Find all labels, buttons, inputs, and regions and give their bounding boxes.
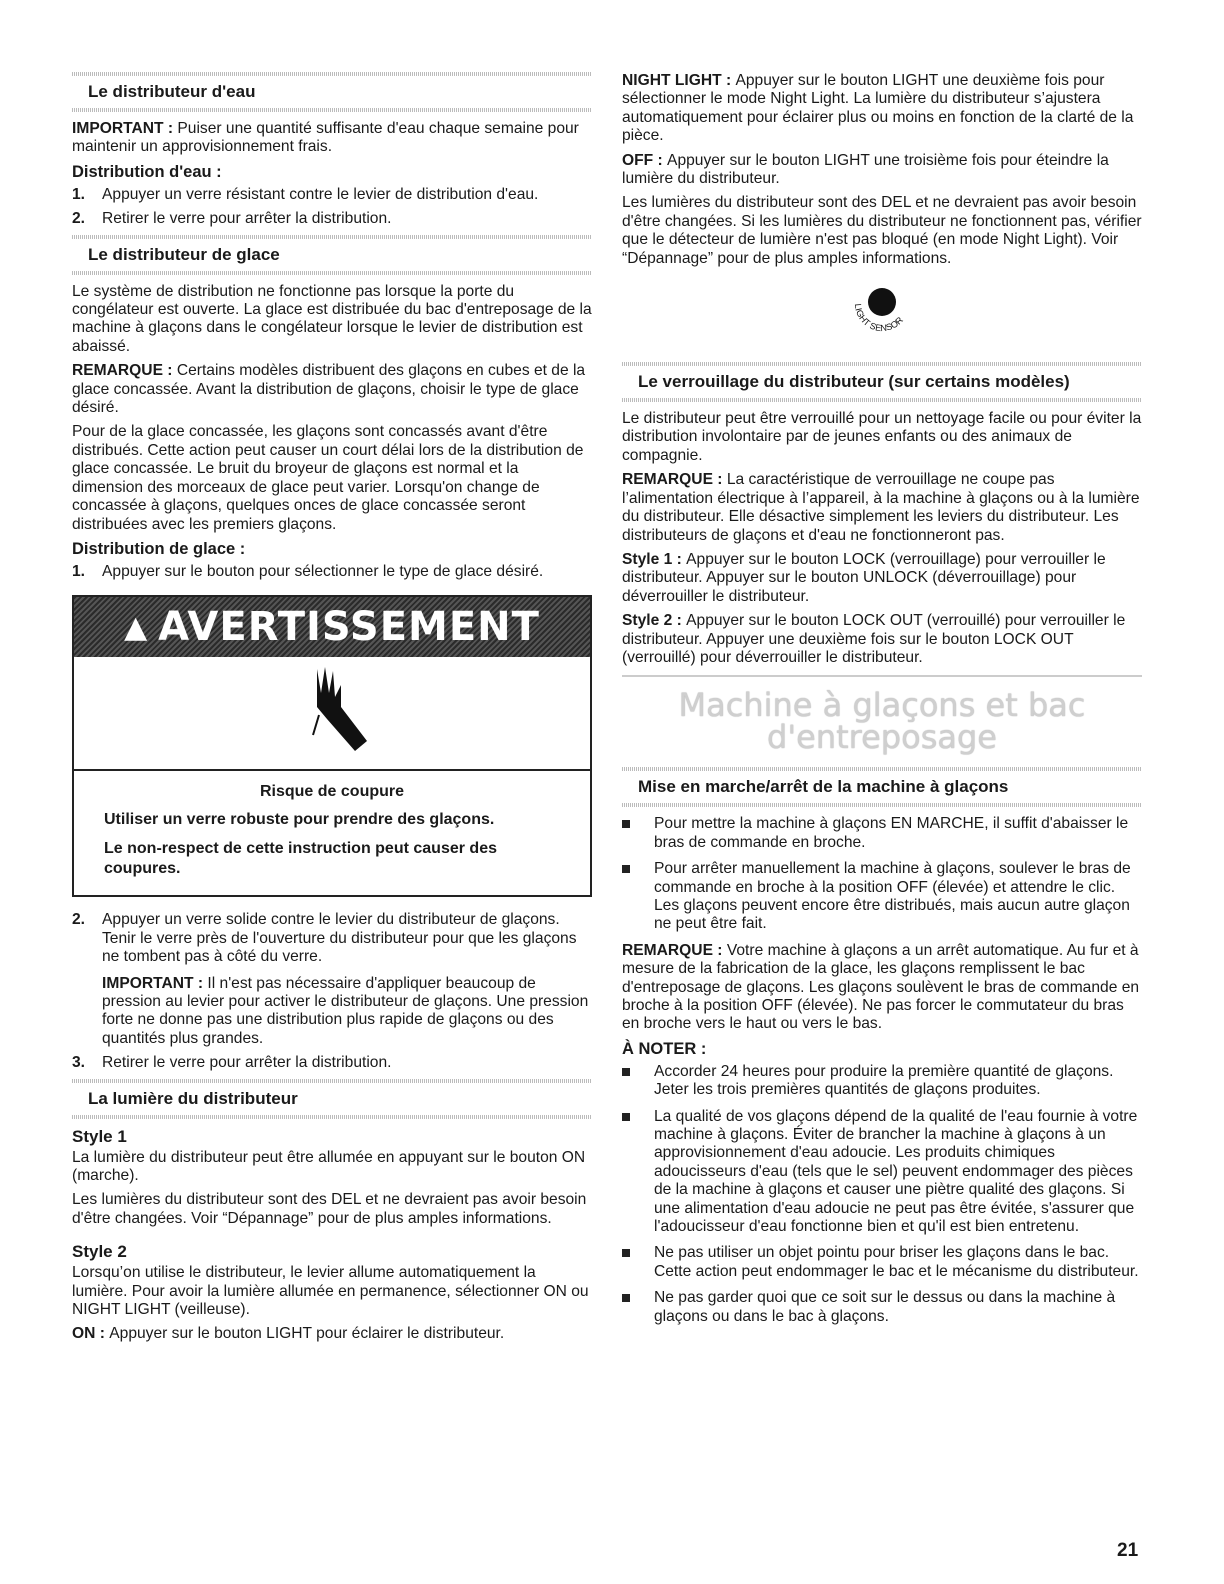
section-header-ice [72, 235, 592, 275]
section-header-water [72, 72, 592, 112]
section-title: Mise en marche/arrêt de la machine à glaçons [638, 777, 1009, 797]
section-title: Le distributeur d'eau [88, 82, 256, 101]
chapter-title: Machine à glaçons et bac d'entreposage [622, 675, 1142, 767]
section-title: Le verrouillage du distributeur (sur certains modèles) [638, 372, 1070, 392]
page-number: 21 [1117, 1540, 1139, 1561]
warning-box [72, 595, 592, 897]
list-item: La qualité de vos glaçons dépend de la qualité de l'eau fournie à votre machine à glaçons. Éviter de brancher la machine à glaçons à un approvisionnement d'eau adoucie. Les produits chimiques adoucisseurs d'eau (tels que le sel) peuvent endommager des pièces de la machine à glaçons et causer une piètre qualité des glaçons. Si une alimentation d'eau adoucie ne peut pas être évitée, s'assurer que l'adoucisseur d'eau fonctionne bien et qu'il est bien entretenu. [622, 1108, 1142, 1237]
warning-title: AVERTISSEMENT [158, 604, 540, 651]
numbered-list [72, 911, 592, 1072]
warning-consequence: Le non-respect de cette instruction peut causer des coupures. [104, 840, 497, 878]
paragraph: Le système de distribution ne fonctionne pas lorsque la porte du congélateur est ouverte. La glace est distribuée du bac d'entreposage de la machine à glaçons dans le congélateur lorsque le levier de distribution est abaissé. [72, 282, 592, 355]
list-note: IMPORTANT : Il n'est pas nécessaire d'appliquer beaucoup de pression au levier pour activer le distributeur de glaçons. Une pression forte ne donne pas une distribution plus rapide de glaçons ou des quantités plus grandes. [102, 974, 589, 1047]
sensor-dot-icon [868, 288, 896, 316]
paragraph: Pour de la glace concassée, les glaçons sont concassés avant d'être distribués. Cette action peut causer un court délai lors de la distribution de glace concassée. Le bruit du broyeur de glaçons est normal et la dimension des morceaux de glace peut varier. Lorsqu'on change de concassée à glaçons, quelques onces de glace concassée seront distribuées avec les premiers glaçons. [72, 423, 584, 533]
list-item: Pour mettre la machine à glaçons EN MARCHE, il suffit d'abaisser le bras de commande en broche. [622, 815, 1142, 852]
section-title: Le distributeur de glace [88, 244, 280, 264]
list-item: Ne pas utiliser un objet pointu pour briser les glaçons dans le bac. Cette action peut endommager le bac et le mécanisme du distributeur. [622, 1244, 1142, 1281]
section-header-lock [622, 362, 1142, 402]
list-item: 3. Retirer le verre pour arrêter la distribution. [72, 1054, 392, 1072]
paragraph: ON : Appuyer sur le bouton LIGHT pour éclairer le distributeur. [72, 1325, 505, 1343]
list-item: Pour arrêter manuellement la machine à glaçons, soulever le bras de commande en broche à la position OFF (élevée) et attendre le clic. Les glaçons peuvent encore être distribués, mais aucun autre glaçon ne peut être fait. [622, 860, 1142, 934]
list-item: 1. Appuyer sur le bouton pour sélectionner le type de glace désiré. [72, 562, 544, 580]
list-item: Accorder 24 heures pour produire la première quantité de glaçons. Jeter les trois premières quantités de glaçons produites. [622, 1063, 1142, 1100]
subheading: Distribution d'eau : [72, 162, 222, 181]
paragraph: REMARQUE : Votre machine à glaçons a un arrêt automatique. Au fur et à mesure de la fabrication de la glace, les glaçons remplissent le bac d'entreposage de glaçons. Les glaçons soulèvent le bras de commande en broche à la position OFF (élevée). Ne pas forcer le commutateur du bras en broche vers le haut ou vers le bas. [622, 941, 1140, 1033]
paragraph: Lorsqu’on utilise le distributeur, le levier allume automatiquement la lumière. Pour avoir la lumière allumée en permanence, sélectionner ON ou NIGHT LIGHT (veilleuse). [72, 1264, 589, 1318]
paragraph: La lumière du distributeur peut être allumée en appuyant sur le bouton ON (marche). [72, 1148, 586, 1184]
subheading: À NOTER : [622, 1039, 707, 1058]
paragraph: REMARQUE : La caractéristique de verrouillage ne coupe pas l’alimentation électrique à l’appareil, à la machine à glaçons ou à la lumière du distributeur. Elle désactive simplement les leviers du distributeur. Les distributeurs de glaçons et d'eau ne fonctionneront pas. [622, 471, 1140, 544]
left-column [72, 72, 592, 1350]
bullet-list [622, 815, 1142, 933]
light-sensor-diagram [622, 274, 1142, 354]
paragraph: REMARQUE : Certains modèles distribuent des glaçons en cubes et de la glace concassée. Avant la distribution de glaçons, choisir le type de glace désiré. [72, 362, 586, 417]
sensor-label: LIGHT SENSOR [852, 303, 906, 334]
paragraph: Les lumières du distributeur sont des DEL et ne devraient pas avoir besoin d'être changées. Si les lumières du distributeur ne fonctionnent pas, vérifier que le détecteur de lumière n'est pas bloqué (en mode Night Light). Voir “Dépannage” pour de plus amples informations. [622, 194, 1142, 267]
cut-hazard-icon [74, 657, 590, 771]
bullet-list [622, 1063, 1142, 1326]
section-header-light [72, 1079, 592, 1119]
style-heading: Style 2 [72, 1242, 127, 1262]
subheading: Distribution de glace : [72, 539, 246, 558]
list-item: Ne pas garder quoi que ce soit sur le dessus ou dans la machine à glaçons ou dans le bac à glaçons. [622, 1289, 1142, 1326]
paragraph: IMPORTANT : Puiser une quantité suffisante d'eau chaque semaine pour maintenir un approvisionnement frais. [72, 120, 579, 156]
warning-body [74, 771, 590, 895]
list-item: 1. Appuyer un verre résistant contre le levier de distribution d'eau. [72, 185, 539, 203]
warning-hazard: Risque de coupure [259, 783, 405, 801]
warning-triangle-icon: ▲ [124, 609, 149, 645]
right-column [622, 72, 1142, 1334]
paragraph: NIGHT LIGHT : Appuyer sur le bouton LIGHT une deuxième fois pour sélectionner le mode Night Light. La lumière du distributeur s’ajustera automatiquement pour éclairer plus ou moins en fonction de la clarté de la pièce. [622, 72, 1134, 145]
paragraph: Les lumières du distributeur sont des DEL et ne devraient pas avoir besoin d'être changées. Voir “Dépannage” pour de plus amples informations. [72, 1191, 587, 1227]
paragraph: Style 1 : Appuyer sur le bouton LOCK (verrouillage) pour verrouiller le distributeur. Appuyer sur le bouton UNLOCK (déverrouillage) pour déverrouiller le distributeur. [622, 550, 1106, 605]
paragraph: OFF : Appuyer sur le bouton LIGHT une troisième fois pour éteindre la lumière du distributeur. [622, 151, 1109, 188]
section-title: La lumière du distributeur [88, 1088, 298, 1108]
warning-header [74, 597, 590, 657]
list-item: 2. Retirer le verre pour arrêter la distribution. [72, 210, 392, 228]
paragraph: Le distributeur peut être verrouillé pour un nettoyage facile ou pour éviter la distribution involontaire par de jeunes enfants ou des animaux de compagnie. [622, 410, 1142, 464]
numbered-list [72, 563, 592, 581]
style-heading: Style 1 [72, 1126, 127, 1146]
warning-instruction: Utiliser un verre robuste pour prendre des glaçons. [104, 811, 495, 829]
list-item: 2. Appuyer un verre solide contre le levier du distributeur de glaçons. Tenir le verre près de l'ouverture du distributeur pour que les glaçons ne tombent pas à côté du verre. IMPORTANT : Il n'est pas nécessaire d'appliquer beaucoup de pression au levier pour activer le distributeur de glaçons. Une pression forte ne donne pas une distribution plus rapide de glaçons ou des quantités plus grandes. [72, 911, 592, 1048]
numbered-list [72, 186, 592, 229]
section-header-icemaker [622, 767, 1142, 807]
paragraph: Style 2 : Appuyer sur le bouton LOCK OUT (verrouillé) pour verrouiller le distributeur. Appuyer une deuxième fois sur le bouton LOCK OUT (verrouillé) pour déverrouiller le distributeur. [622, 612, 1126, 666]
